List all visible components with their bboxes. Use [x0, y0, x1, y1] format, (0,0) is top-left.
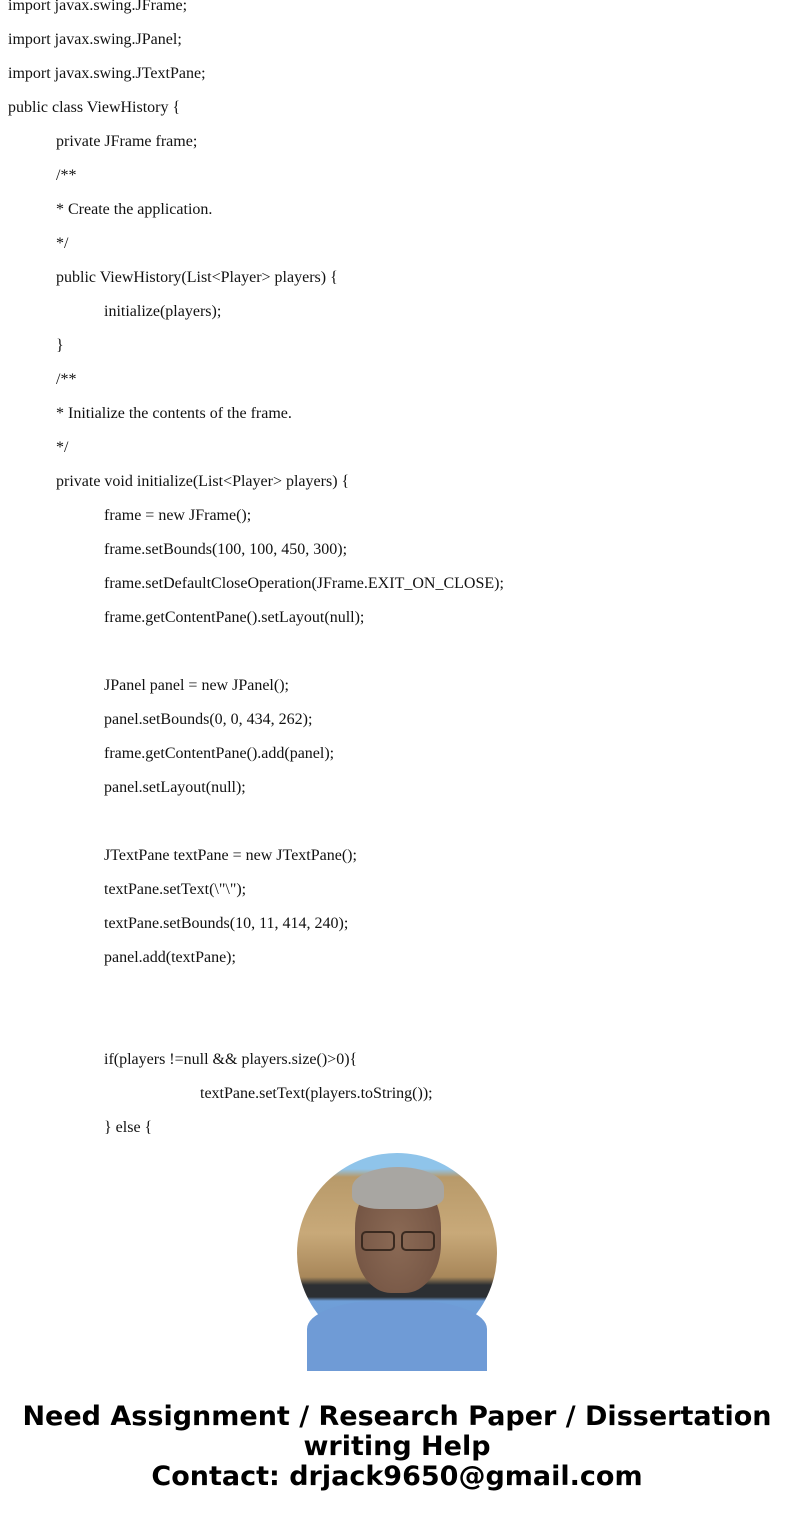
avatar-hair — [352, 1167, 444, 1209]
code-line: panel.setLayout(null); — [104, 779, 246, 796]
code-line: */ — [56, 235, 69, 252]
code-line: textPane.setText(\"\"); — [104, 881, 247, 898]
code-line: public ViewHistory(List<Player> players) { — [56, 269, 338, 286]
code-line: textPane.setBounds(10, 11, 414, 240); — [104, 915, 349, 932]
code-line: frame.getContentPane().setLayout(null); — [104, 609, 365, 626]
code-line: } — [56, 337, 64, 354]
author-avatar — [297, 1153, 497, 1353]
code-line: panel.add(textPane); — [104, 949, 236, 966]
code-line: } else { — [104, 1119, 153, 1136]
code-line: * Create the application. — [56, 201, 213, 218]
code-line: private void initialize(List<Player> players) { — [56, 473, 350, 490]
code-line: import javax.swing.JTextPane; — [8, 65, 206, 82]
code-line: JTextPane textPane = new JTextPane(); — [104, 847, 357, 864]
avatar-glasses — [361, 1231, 435, 1249]
ad-line-2: writing Help — [303, 1431, 491, 1462]
code-line: import javax.swing.JPanel; — [8, 31, 182, 48]
code-line: JPanel panel = new JPanel(); — [104, 677, 289, 694]
ad-banner — [0, 1402, 794, 1492]
code-line: import javax.swing.JFrame; — [8, 0, 188, 14]
code-line: public class ViewHistory { — [8, 99, 181, 116]
ad-line-1: Need Assignment / Research Paper / Dissertation — [22, 1401, 772, 1432]
code-line: /** — [56, 371, 77, 388]
code-line: frame.setDefaultCloseOperation(JFrame.EXIT_ON_CLOSE); — [104, 575, 504, 592]
code-line: textPane.setText(players.toString()); — [200, 1085, 433, 1102]
code-line: /** — [56, 167, 77, 184]
code-line: panel.setBounds(0, 0, 434, 262); — [104, 711, 313, 728]
code-line: frame = new JFrame(); — [104, 507, 252, 524]
code-line: initialize(players); — [104, 303, 222, 320]
code-line: frame.setBounds(100, 100, 450, 300); — [104, 541, 348, 558]
code-line: frame.getContentPane().add(panel); — [104, 745, 335, 762]
code-line: private JFrame frame; — [56, 133, 198, 150]
avatar-shirt — [307, 1301, 487, 1371]
code-line: if(players !=null && players.size()>0){ — [104, 1051, 358, 1068]
code-line: * Initialize the contents of the frame. — [56, 405, 292, 422]
code-line: */ — [56, 439, 69, 456]
ad-line-3: Contact: drjack9650@gmail.com — [151, 1461, 643, 1492]
